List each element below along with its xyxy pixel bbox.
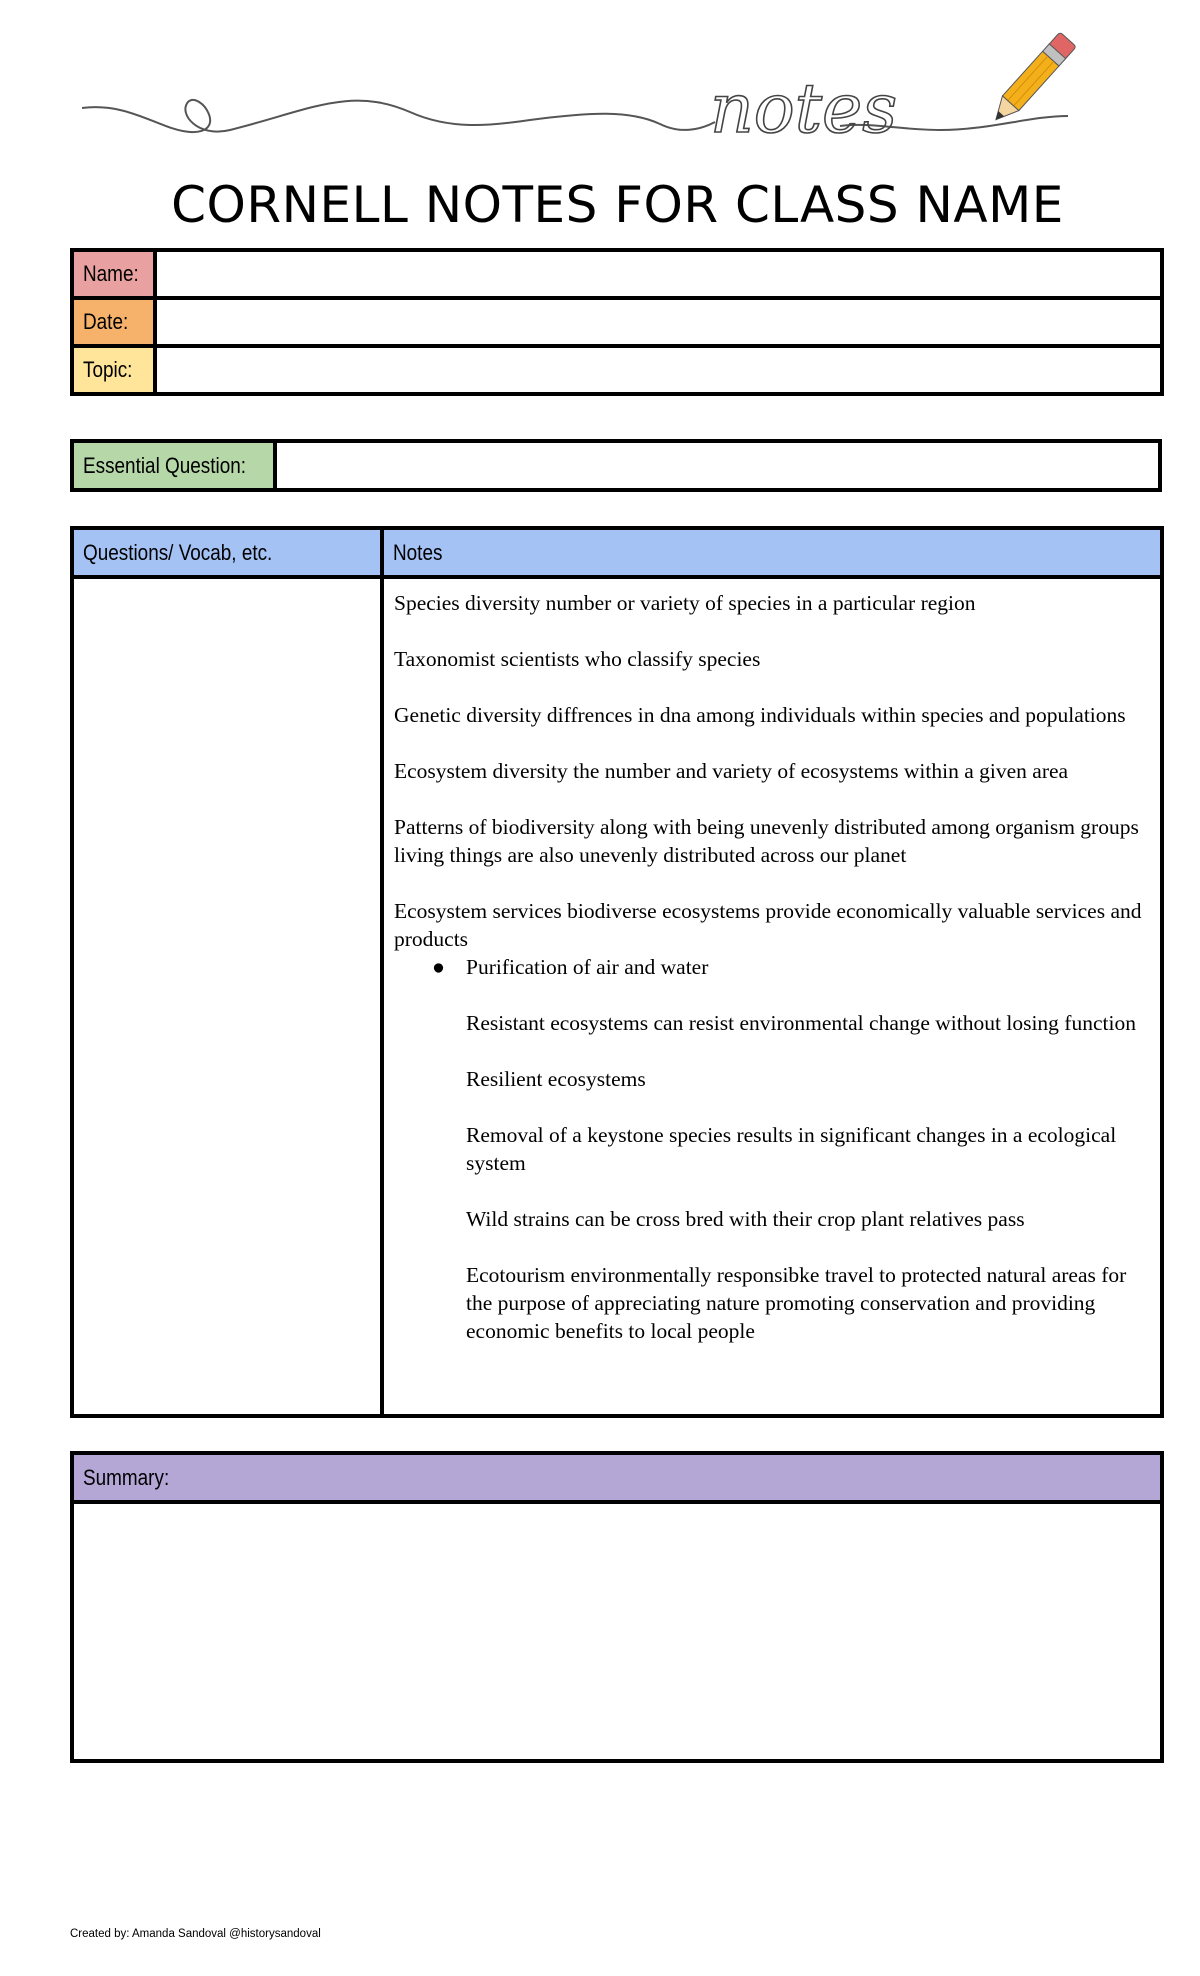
- notes-header-row: [72, 528, 1162, 577]
- notes-sub-item: Resilient ecosystems: [466, 1067, 646, 1091]
- notes-sub-item: Resistant ecosystems can resist environmental change without losing function: [466, 1011, 1136, 1035]
- notes-column[interactable]: [382, 577, 1162, 1416]
- questions-column[interactable]: [72, 577, 382, 1416]
- essential-question-table: [70, 439, 1162, 492]
- notes-body-row: [72, 577, 1162, 1416]
- notes-paragraph: Species diversity number or variety of species in a particular region: [394, 591, 976, 615]
- date-label-cell: [72, 298, 155, 346]
- notes-header-art: [70, 30, 1170, 160]
- essential-question-label-cell: [72, 441, 275, 490]
- essential-question-field[interactable]: [275, 441, 1160, 490]
- page-title: CORNELL NOTES FOR CLASS NAME: [171, 176, 1064, 234]
- notes-list: [394, 953, 1150, 1345]
- name-label-cell: [72, 250, 155, 298]
- cornell-notes-table: [70, 526, 1164, 1418]
- topic-label: Topic:: [83, 357, 133, 382]
- pencil-icon: [988, 32, 1077, 127]
- notes-paragraph: Ecosystem diversity the number and variety of ecosystems within a given area: [394, 759, 1069, 783]
- notes-header-label: Notes: [393, 539, 443, 565]
- swirl-line: [82, 100, 715, 132]
- topic-label-cell: [72, 346, 155, 394]
- notes-script-word: notes: [710, 70, 898, 149]
- summary-body-row: [72, 1502, 1162, 1761]
- date-label: Date:: [83, 309, 129, 334]
- notes-content: [384, 579, 1160, 1345]
- essential-question-row: [72, 441, 1160, 490]
- notes-sub-item: Ecotourism environmentally responsibke travel to protected natural areas for the purpose of appreciating nature promoting conservation and providing economic benefits to local people: [466, 1263, 1127, 1343]
- topic-row: [72, 346, 1162, 394]
- summary-table: [70, 1451, 1164, 1763]
- date-row: [72, 298, 1162, 346]
- date-field[interactable]: [155, 298, 1162, 346]
- student-info-table: [70, 248, 1164, 396]
- bullet-item-text: Purification of air and water: [466, 955, 709, 979]
- summary-field[interactable]: [72, 1502, 1162, 1761]
- notes-paragraph: Ecosystem services biodiverse ecosystems provide economically valuable services and products: [394, 899, 1142, 951]
- notes-paragraph: Taxonomist scientists who classify species: [394, 647, 761, 671]
- name-label: Name:: [83, 261, 139, 286]
- questions-header-label: Questions/ Vocab, etc.: [83, 539, 273, 565]
- summary-header-row: [72, 1453, 1162, 1502]
- name-field[interactable]: [155, 250, 1162, 298]
- notes-sub-item: Wild strains can be cross bred with their crop plant relatives pass: [466, 1207, 1025, 1231]
- notes-header: [382, 528, 1162, 577]
- name-row: [72, 250, 1162, 298]
- essential-question-label: Essential Question:: [83, 452, 247, 478]
- summary-header: [72, 1453, 1162, 1502]
- questions-header: [72, 528, 382, 577]
- notes-paragraph: Patterns of biodiversity along with being unevenly distributed among organism groups living things are also unevenly distributed across our planet: [394, 815, 1139, 867]
- notes-sub-item: Removal of a keystone species results in significant changes in a ecological system: [466, 1123, 1117, 1175]
- notes-paragraph: Genetic diversity diffrences in dna among individuals within species and populations: [394, 703, 1126, 727]
- summary-label: Summary:: [83, 1464, 170, 1490]
- footer-credit: Created by: Amanda Sandoval @historysandoval: [70, 1928, 321, 1940]
- topic-field[interactable]: [155, 346, 1162, 394]
- notes-bullet-item: [432, 953, 1150, 981]
- bullet-dot-icon: ●: [432, 955, 445, 979]
